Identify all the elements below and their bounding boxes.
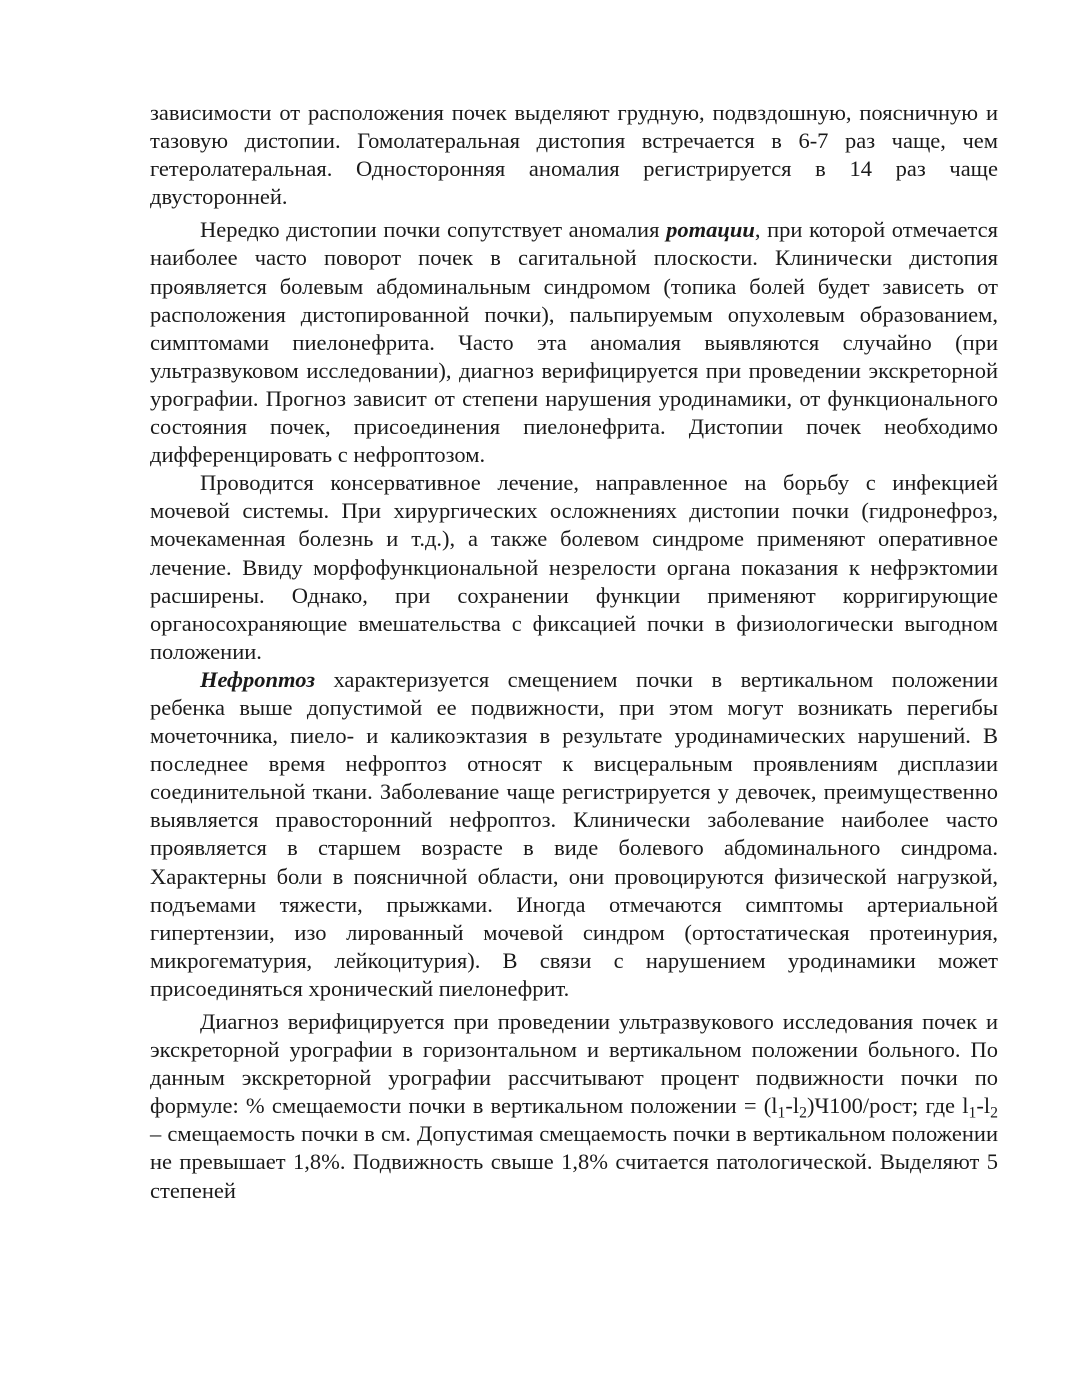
formula-subscript: 2 bbox=[799, 1105, 808, 1122]
formula-subscript: 2 bbox=[990, 1105, 998, 1122]
term-nephroptosis: Нефроптоз bbox=[200, 666, 315, 692]
paragraph-diagnosis bbox=[150, 1008, 998, 1205]
diagnosis-text-3: )Ч100/рост; где l bbox=[807, 1093, 969, 1119]
formula-subscript: 1 bbox=[968, 1105, 977, 1122]
term-rotation: ротации bbox=[666, 217, 755, 243]
paragraph-rotation-text-after: , при которой отмечается наиболее часто поворот почек в сагитальной плоскости. Клинически дистопия проявляется болевым абдоминальным синдромом (топика болей будет зависеть от расположения дистопированной почки), пальпируемым опухолевым образованием, симптомами пиелонефрита. Часто эта аномалия выявляются случайно (при ультразвуковом исследовании), диагноз верифицируется при проведении экскреторной урографии. Прогноз зависит от степени нарушения уродинамики, от функционального состояния почек, присоединения пиелонефрита. Дистопии почек необходимо дифференцировать с нефроптозом. bbox=[150, 217, 998, 468]
document-page bbox=[150, 99, 998, 1205]
diagnosis-text-5: – смещаемость почки в см. Допустимая смещаемость почки в вертикальном положении не превышает 1,8%. Подвижность свыше 1,8% считается патологической. Выделяют 5 степеней bbox=[150, 1121, 998, 1203]
diagnosis-text-1: Диагноз верифицируется при проведении ультразвукового исследования почек и экскреторной урографии в горизонтальном и вертикальном положении больного. По данным экскреторной урографии рассчитывают процент подвижности почки по формуле: % смещаемости почки в вертикальном положении = (l bbox=[150, 1009, 998, 1119]
paragraph-dystopia-types: зависимости от расположения почек выделяют грудную, подвздошную, поясничную и тазовую дистопии. Гомолатеральная дистопия встречается в 6-7 раз чаще, чем гетеролатеральная. Односторонняя аномалия регистрируется в 14 раз чаще двусторонней. bbox=[150, 100, 998, 210]
diagnosis-text-4: -l bbox=[976, 1093, 991, 1119]
paragraph-treatment: Проводится консервативное лечение, направленное на борьбу с инфекцией мочевой системы. При хирургических осложнениях дистопии почки (гидронефроз, мочекаменная болезнь и т.д.), а также болевом синдроме применяют оперативное лечение. Ввиду морфофункциональной незрелости органа показания к нефрэктомии расширены. Однако, при сохранении функции применяют корригирующие органосохраняющие вмешательства с фиксацией почки в физиологически выгодном положении. bbox=[150, 470, 998, 664]
paragraph-nephroptosis-text: характеризуется смещением почки в вертикальном положении ребенка выше допустимой ее подвижности, при этом могут возникать перегибы мочеточника, пиело- и каликоэктазия в результате уродинамических нарушений. В последнее время нефроптоз относят к висцеральным проявлениям дисплазии соединительной ткани. Заболевание чаще регистрируется у девочек, преимущественно выявляется правосторонний нефроптоз. Клинически заболевание наиболее часто проявляется в старшем возрасте в виде болевого абдоминального синдрома. Характерны боли в поясничной области, они провоцируются физической нагрузкой, подъемами тяжести, прыжками. Иногда отмечаются симптомы артериальной гипертензии, изо лированный мочевой синдром (ортостатическая протеинурия, микрогематурия, лейкоцитурия). В связи с нарушением уродинамики может присоединяться хронический пиелонефрит. bbox=[150, 666, 998, 1001]
paragraph-rotation-text-before: Нередко дистопии почки сопутствует аномалия bbox=[200, 217, 667, 243]
formula-subscript: 1 bbox=[777, 1105, 786, 1122]
diagnosis-text-2: -l bbox=[785, 1093, 800, 1119]
paragraph-rotation bbox=[150, 216, 998, 469]
paragraph-nephroptosis bbox=[150, 666, 998, 1003]
